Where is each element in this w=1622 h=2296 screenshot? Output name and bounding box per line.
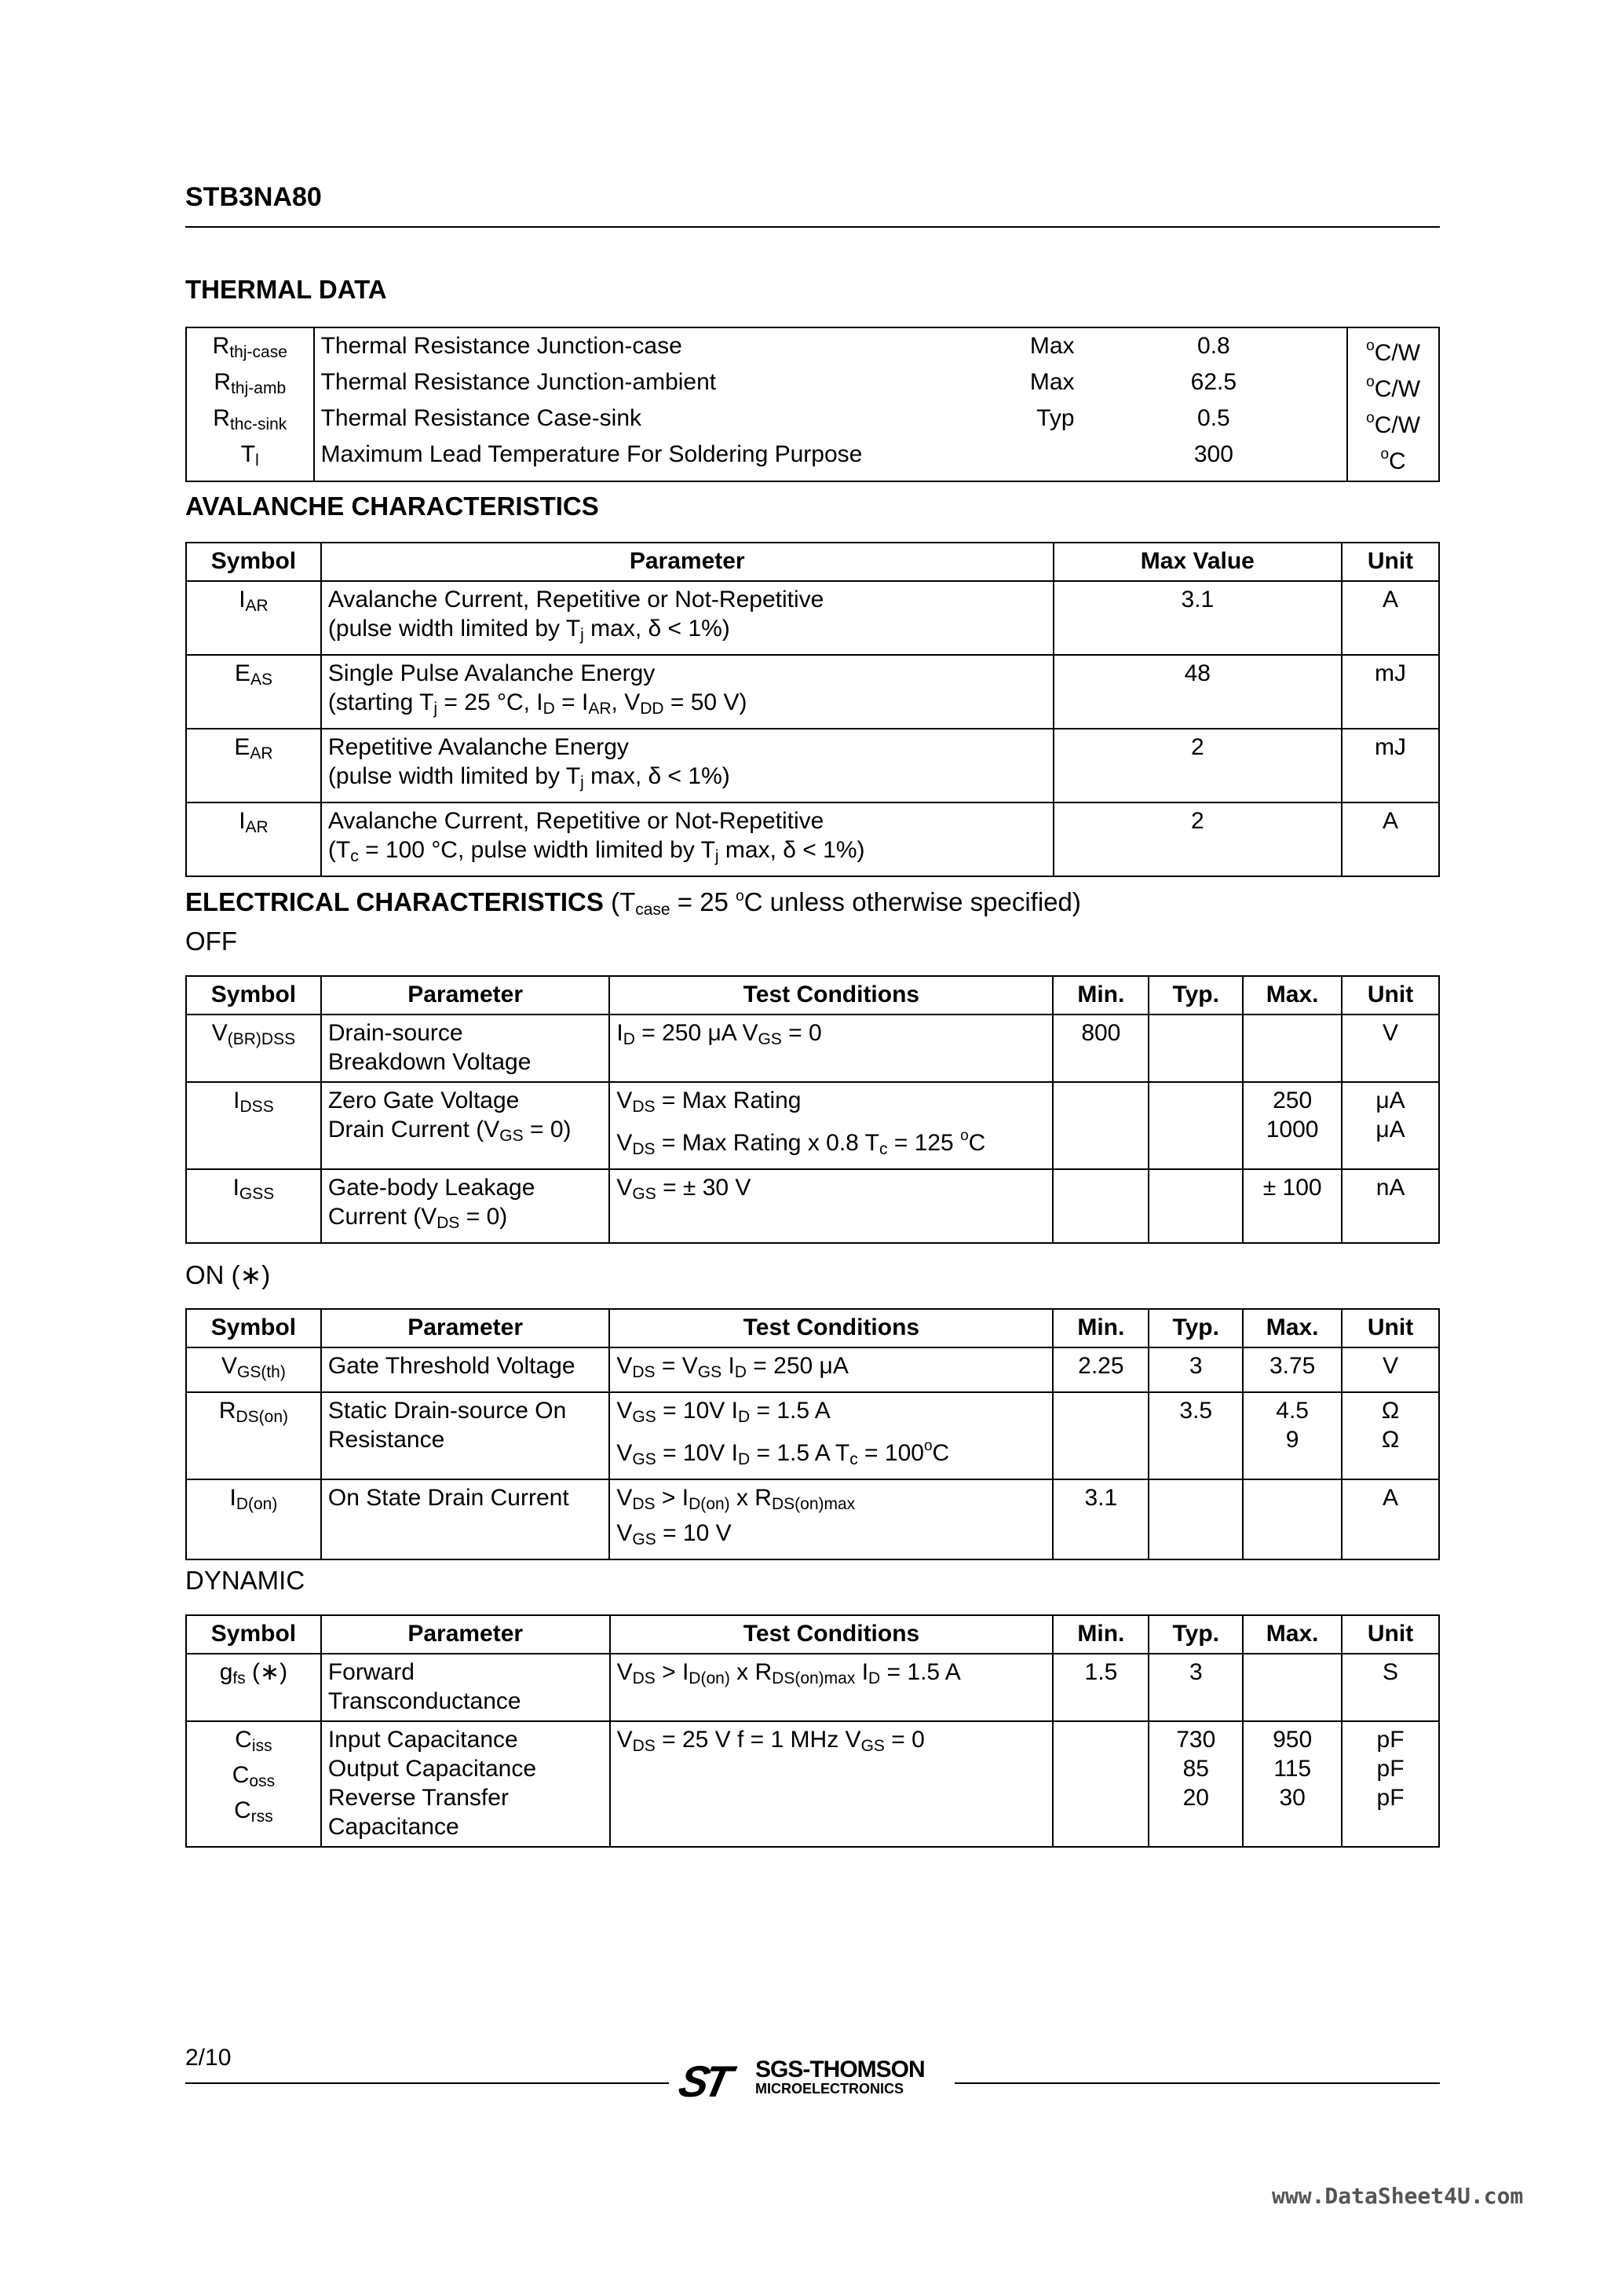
column-header: Parameter xyxy=(321,976,610,1015)
cell-line: (pulse width limited by $T_j$ max, δ < 1%) xyxy=(327,763,730,792)
superscript: o xyxy=(923,1438,933,1454)
subscript: GS xyxy=(632,1530,656,1548)
parameter xyxy=(321,1479,610,1559)
thermal-param-text: Thermal Resistance Junction-ambient xyxy=(320,369,717,395)
subscript: (BR)DSS xyxy=(227,1030,296,1048)
column-header: Unit xyxy=(1342,1309,1439,1347)
avalanche-unit: mJ xyxy=(1342,729,1439,803)
dynamic-row xyxy=(186,1721,1439,1847)
subscript: DS xyxy=(632,1363,656,1381)
dynamic-label: DYNAMIC xyxy=(185,1566,305,1595)
column-header: Test Conditions xyxy=(609,976,1053,1015)
thermal-param-text: Thermal Resistance Case-sink xyxy=(320,405,642,431)
symbol: $V_{(BR)DSS}$ xyxy=(186,1015,321,1082)
test-conditions xyxy=(609,1392,1053,1479)
cell-line: Reverse Transfer xyxy=(327,1785,509,1811)
avalanche-row xyxy=(186,729,1439,803)
cell-line: 250 xyxy=(1273,1088,1313,1113)
column-header: Max Value xyxy=(1054,543,1343,581)
subscript: DS xyxy=(632,1495,656,1513)
avalanche-parameter xyxy=(321,581,1054,655)
cell-line: 115 xyxy=(1273,1756,1312,1782)
column-header: Symbol xyxy=(186,976,321,1015)
column-header: Parameter xyxy=(321,543,1054,581)
column-header: Min. xyxy=(1053,1615,1149,1654)
subscript: DSS xyxy=(239,1098,274,1116)
parameter xyxy=(321,1654,610,1721)
typ: 3 xyxy=(1149,1347,1243,1392)
column-header: Parameter xyxy=(321,1615,610,1654)
cell-line: Static Drain-source On xyxy=(327,1398,567,1424)
subscript: fs xyxy=(232,1669,246,1687)
thermal-row xyxy=(186,440,1439,481)
max: ± 100 xyxy=(1243,1169,1342,1243)
parameter xyxy=(321,1721,610,1847)
subscript: thj-amb xyxy=(231,379,287,397)
cell-line: $V_{DS} > I_{D(on)}$ x $R_{DS(on)max}$ $I_D = 1.5$ A xyxy=(616,1659,961,1687)
cell-line: $V_{DS} > I_{D(on)}$ x $R_{DS(on)max}$ xyxy=(616,1485,856,1513)
brand-division: MICROELECTRONICS xyxy=(755,2081,904,2097)
cell-line: Current $(V_{DS} = 0)$ xyxy=(327,1204,508,1232)
max xyxy=(1243,1479,1342,1559)
thermal-value: 0.8 xyxy=(1081,327,1348,367)
part-number: STB3NA80 xyxy=(185,182,322,212)
subscript: GS xyxy=(860,1737,885,1755)
subscript: D xyxy=(542,700,555,718)
subscript: DS(on) xyxy=(236,1408,289,1426)
subscript: DS xyxy=(632,1098,656,1116)
subscript: j xyxy=(433,700,438,718)
off-row xyxy=(186,1015,1439,1082)
subscript: D xyxy=(868,1669,881,1687)
thermal-row xyxy=(186,367,1439,404)
cell-line: On State Drain Current xyxy=(327,1485,569,1511)
typ xyxy=(1149,1169,1243,1243)
unit: nA xyxy=(1342,1169,1439,1243)
parameter xyxy=(321,1015,610,1082)
cell-line: Repetitive Avalanche Energy xyxy=(327,734,629,760)
avalanche-title: AVALANCHE CHARACTERISTICS xyxy=(185,492,599,521)
unit: V xyxy=(1342,1015,1439,1082)
symbol: $I_{DSS}$ xyxy=(186,1082,321,1169)
cell-line: Resistance xyxy=(327,1427,445,1453)
avalanche-row xyxy=(186,655,1439,729)
subscript: c xyxy=(849,1450,858,1468)
typ xyxy=(1149,1721,1243,1847)
avalanche-parameter xyxy=(321,655,1054,729)
subscript: D(on) xyxy=(689,1669,730,1687)
cell-line: (pulse width limited by $T_j$ max, δ < 1%) xyxy=(327,616,730,644)
avalanche-value: 3.1 xyxy=(1054,581,1343,655)
avalanche-unit: mJ xyxy=(1342,655,1439,729)
thermal-value: 0.5 xyxy=(1081,404,1348,440)
subscript: D xyxy=(623,1030,635,1048)
subscript: GS xyxy=(758,1030,782,1048)
cell-line: Avalanche Current, Repetitive or Not-Repetitive xyxy=(327,587,824,612)
off-table xyxy=(185,975,1440,1244)
thermal-param-text: Thermal Resistance Junction-case xyxy=(320,333,682,359)
cell-line: Drain Current $(V_{GS} = 0)$ xyxy=(327,1117,572,1145)
thermal-unit: $^o$C/W xyxy=(1347,404,1439,440)
avalanche-symbol: $I_{AR}$ xyxy=(186,803,321,876)
cell-line: μA xyxy=(1375,1088,1405,1113)
cell-line: Transconductance xyxy=(327,1688,521,1714)
subscript: AR xyxy=(250,744,273,762)
cell-line: Zero Gate Voltage xyxy=(327,1088,520,1113)
cell-line: Output Capacitance xyxy=(327,1756,537,1782)
subscript: DS xyxy=(437,1214,460,1232)
thermal-symbol: $T_l$ xyxy=(186,440,314,481)
superscript: o xyxy=(1380,446,1390,462)
cell-line: 85 xyxy=(1182,1756,1209,1782)
parameter xyxy=(321,1082,610,1169)
unit xyxy=(1342,1721,1439,1847)
min: 2.25 xyxy=(1053,1347,1149,1392)
off-label: OFF xyxy=(185,927,237,956)
test-conditions xyxy=(609,1015,1053,1082)
subscript: D xyxy=(737,1408,751,1426)
header-rule xyxy=(185,226,1440,228)
column-header: Min. xyxy=(1053,1309,1149,1347)
brand-name: SGS-THOMSON xyxy=(755,2057,925,2082)
subscript: D(on) xyxy=(236,1495,278,1513)
symbol: $V_{GS(th)}$ xyxy=(186,1347,321,1392)
dynamic-row xyxy=(186,1654,1439,1721)
column-header: Test Conditions xyxy=(609,1309,1053,1347)
subscript: GS xyxy=(632,1450,656,1468)
subscript: rss xyxy=(250,1808,273,1826)
min: 800 xyxy=(1053,1015,1149,1082)
thermal-qualifier: Max xyxy=(1029,333,1075,359)
column-header: Test Conditions xyxy=(610,1615,1054,1654)
cell-line: pF xyxy=(1376,1756,1405,1782)
subscript: c xyxy=(879,1140,888,1158)
superscript: o xyxy=(1366,374,1375,390)
column-header: Typ. xyxy=(1149,1309,1243,1347)
max xyxy=(1243,1392,1342,1479)
column-header: Symbol xyxy=(186,1309,321,1347)
electrical-condition: ($T_{case} = 25$ $^o$C unless otherwise specified) xyxy=(611,887,1081,919)
subscript: AR xyxy=(245,597,269,615)
subscript: GS xyxy=(632,1408,656,1426)
test-conditions xyxy=(610,1654,1054,1721)
subscript: AR xyxy=(588,700,612,718)
on-row xyxy=(186,1392,1439,1479)
footer-rule-left xyxy=(185,2082,669,2084)
cell-line: 30 xyxy=(1279,1785,1306,1811)
unit: S xyxy=(1342,1654,1439,1721)
column-header: Max. xyxy=(1243,1309,1342,1347)
parameter xyxy=(321,1347,610,1392)
cell-line: $I_D = 250$ μA $V_{GS} = 0$ xyxy=(616,1020,822,1048)
cell-line: pF xyxy=(1376,1785,1405,1811)
max xyxy=(1243,1015,1342,1082)
column-header: Max. xyxy=(1243,1615,1342,1654)
avalanche-symbol: $I_{AR}$ xyxy=(186,581,321,655)
cell-line: Input Capacitance xyxy=(327,1727,518,1753)
avalanche-value: 48 xyxy=(1054,655,1343,729)
test-conditions xyxy=(609,1082,1053,1169)
thermal-parameter xyxy=(314,440,1081,481)
typ: 3 xyxy=(1149,1654,1243,1721)
subscript: oss xyxy=(249,1772,276,1790)
typ xyxy=(1149,1082,1243,1169)
cell-line: $V_{GS} = 10$ V xyxy=(616,1520,732,1548)
thermal-qualifier: Typ xyxy=(1036,405,1075,431)
avalanche-row xyxy=(186,803,1439,876)
cell-line: pF xyxy=(1376,1727,1405,1753)
cell-line: 9 xyxy=(1285,1427,1299,1453)
column-header: Parameter xyxy=(321,1309,610,1347)
typ: 3.5 xyxy=(1149,1392,1243,1479)
subscript: DS(on)max xyxy=(772,1669,856,1687)
cell-line: 4.5 xyxy=(1276,1398,1309,1424)
cell-line: Single Pulse Avalanche Energy xyxy=(327,660,656,686)
page-number: 2/10 xyxy=(185,2045,232,2071)
avalanche-value: 2 xyxy=(1054,729,1343,803)
cell-line: Drain-source xyxy=(327,1020,463,1046)
thermal-row xyxy=(186,327,1439,367)
thermal-value: 300 xyxy=(1081,440,1348,481)
subscript: DS xyxy=(632,1669,656,1687)
test-conditions xyxy=(609,1479,1053,1559)
subscript: l xyxy=(255,452,259,470)
typ xyxy=(1149,1015,1243,1082)
thermal-parameter xyxy=(314,367,1081,404)
thermal-parameter xyxy=(314,404,1081,440)
subscript: D xyxy=(734,1363,747,1381)
subscript: thj-case xyxy=(229,343,287,361)
avalanche-row xyxy=(186,581,1439,655)
symbol: $I_{GSS}$ xyxy=(186,1169,321,1243)
cell-line: Ω xyxy=(1381,1427,1400,1453)
subscript: GS xyxy=(632,1185,656,1203)
test-conditions xyxy=(610,1721,1054,1847)
off-row xyxy=(186,1082,1439,1169)
column-header: Symbol xyxy=(186,1615,321,1654)
min: 3.1 xyxy=(1053,1479,1149,1559)
subscript: GS(th) xyxy=(237,1363,286,1381)
min xyxy=(1053,1082,1149,1169)
cell-line: Forward xyxy=(327,1659,415,1685)
cell-line: $V_{DS} = 25$ V f = 1 MHz $V_{GS} = 0$ xyxy=(616,1727,925,1755)
cell-line: $V_{GS} = 10V$ $I_D = 1.5$ A xyxy=(616,1398,831,1426)
subscript: j xyxy=(580,626,584,644)
electrical-heading xyxy=(185,887,1081,919)
avalanche-parameter xyxy=(321,729,1054,803)
thermal-parameter xyxy=(314,327,1081,367)
thermal-unit: $^o$C/W xyxy=(1347,327,1439,367)
thermal-table xyxy=(185,327,1440,482)
cell-line: $V_{GS} = 10V$ $I_D = 1.5$ A $T_c = 100^oC$ xyxy=(616,1438,950,1468)
superscript: o xyxy=(1366,338,1375,354)
max xyxy=(1243,1654,1342,1721)
avalanche-unit: A xyxy=(1342,581,1439,655)
column-header: Unit xyxy=(1342,1615,1439,1654)
cell-line: $V_{GS}$ = ± 30 V xyxy=(616,1175,751,1203)
column-header: Unit xyxy=(1342,543,1439,581)
column-header: Min. xyxy=(1053,976,1149,1015)
avalanche-unit: A xyxy=(1342,803,1439,876)
column-header: Typ. xyxy=(1149,976,1243,1015)
max: 3.75 xyxy=(1243,1347,1342,1392)
subscript: AR xyxy=(245,818,269,836)
avalanche-symbol: $E_{AR}$ xyxy=(186,729,321,803)
electrical-title: ELECTRICAL CHARACTERISTICS xyxy=(185,887,604,916)
cell-line: (starting $T_j = 25$ °C, $I_D = I_{AR}$, $V_{DD} = 50$ V) xyxy=(327,689,747,718)
cell-line: 20 xyxy=(1182,1785,1209,1811)
on-label: ON (∗) xyxy=(185,1260,271,1289)
subscript: GS xyxy=(499,1127,524,1145)
cell-line: Gate-body Leakage xyxy=(327,1175,535,1201)
thermal-symbol: $R_{thc-sink}$ xyxy=(186,404,314,440)
thermal-symbol: $R_{thj-amb}$ xyxy=(186,367,314,404)
thermal-unit: $^o$C xyxy=(1347,440,1439,481)
cell-line: μA xyxy=(1375,1117,1405,1143)
subscript: AS xyxy=(250,671,272,689)
symbol xyxy=(186,1721,321,1847)
off-row xyxy=(186,1169,1439,1243)
subscript: D(on) xyxy=(689,1495,730,1513)
cell-line: 950 xyxy=(1273,1727,1313,1753)
subscript: DS(on)max xyxy=(771,1495,856,1513)
parameter xyxy=(321,1169,610,1243)
cell-line: $V_{DS} = V_{GS}$ $I_D = 250$ μA xyxy=(616,1353,849,1381)
unit xyxy=(1342,1392,1439,1479)
unit: V xyxy=(1342,1347,1439,1392)
thermal-symbol: $R_{thj-case}$ xyxy=(186,327,314,367)
thermal-param-text: Maximum Lead Temperature For Soldering Purpose xyxy=(320,441,863,467)
st-logo xyxy=(674,2056,755,2106)
max xyxy=(1243,1721,1342,1847)
subscript: D xyxy=(737,1450,751,1468)
min xyxy=(1053,1721,1149,1847)
subscript: iss xyxy=(251,1737,272,1755)
unit xyxy=(1342,1082,1439,1169)
dynamic-table xyxy=(185,1614,1440,1848)
thermal-qualifier: Max xyxy=(1029,369,1075,395)
column-header: Unit xyxy=(1342,976,1439,1015)
min xyxy=(1053,1392,1149,1479)
watermark: www.DataSheet4U.com xyxy=(1272,2183,1524,2209)
test-conditions xyxy=(609,1169,1053,1243)
avalanche-symbol: $E_{AS}$ xyxy=(186,655,321,729)
cell-line: $C_{rss}$ xyxy=(234,1797,273,1826)
avalanche-value: 2 xyxy=(1054,803,1343,876)
thermal-unit: $^o$C/W xyxy=(1347,367,1439,404)
cell-line: Avalanche Current, Repetitive or Not-Repetitive xyxy=(327,808,824,834)
cell-line: $C_{iss}$ xyxy=(235,1727,272,1755)
on-row xyxy=(186,1479,1439,1559)
cell-line: $C_{oss}$ xyxy=(232,1762,276,1790)
max xyxy=(1243,1082,1342,1169)
cell-line: Ω xyxy=(1381,1398,1400,1424)
min xyxy=(1053,1169,1149,1243)
thermal-title: THERMAL DATA xyxy=(185,275,387,304)
cell-line: $V_{DS}$ = Max Rating x 0.8 $T_c = 125$ $^o$C xyxy=(616,1128,986,1158)
st-logo-mark: ST xyxy=(674,2057,732,2106)
cell-line: Capacitance xyxy=(327,1814,459,1840)
column-header: Typ. xyxy=(1149,1615,1243,1654)
subscript: DD xyxy=(640,700,664,718)
avalanche-table xyxy=(185,542,1440,877)
subscript: DS xyxy=(632,1140,656,1158)
superscript: o xyxy=(960,1128,969,1144)
cell-line: 730 xyxy=(1176,1727,1216,1753)
unit: A xyxy=(1342,1479,1439,1559)
cell-line: Gate Threshold Voltage xyxy=(327,1353,575,1379)
symbol: $g_{fs}$ (∗) xyxy=(186,1654,321,1721)
cell-line: $V_{DS}$ = Max Rating xyxy=(616,1088,802,1116)
test-conditions xyxy=(609,1347,1053,1392)
column-header: Max. xyxy=(1243,976,1342,1015)
subscript: GS xyxy=(697,1363,722,1381)
subscript: c xyxy=(350,847,359,865)
thermal-row xyxy=(186,404,1439,440)
cell-line: Breakdown Voltage xyxy=(327,1049,532,1075)
cell-line: 1000 xyxy=(1266,1117,1319,1143)
symbol: $R_{DS(on)}$ xyxy=(186,1392,321,1479)
superscript: o xyxy=(1366,410,1375,426)
subscript: thc-sink xyxy=(229,415,287,433)
thermal-value: 62.5 xyxy=(1081,367,1348,404)
footer-rule-right xyxy=(955,2082,1440,2084)
brand xyxy=(755,2057,925,2098)
symbol: $I_{D(on)}$ xyxy=(186,1479,321,1559)
subscript: j xyxy=(580,773,584,792)
cell-line: ($T_c = 100$ °C, pulse width limited by $T_j$ max, δ < 1%) xyxy=(327,837,865,865)
typ xyxy=(1149,1479,1243,1559)
column-header: Symbol xyxy=(186,543,321,581)
subscript: j xyxy=(714,847,719,865)
min: 1.5 xyxy=(1053,1654,1149,1721)
on-row xyxy=(186,1347,1439,1392)
on-table xyxy=(185,1308,1440,1560)
subscript: DS xyxy=(632,1737,656,1755)
avalanche-parameter xyxy=(321,803,1054,876)
parameter xyxy=(321,1392,610,1479)
subscript: GSS xyxy=(239,1185,275,1203)
